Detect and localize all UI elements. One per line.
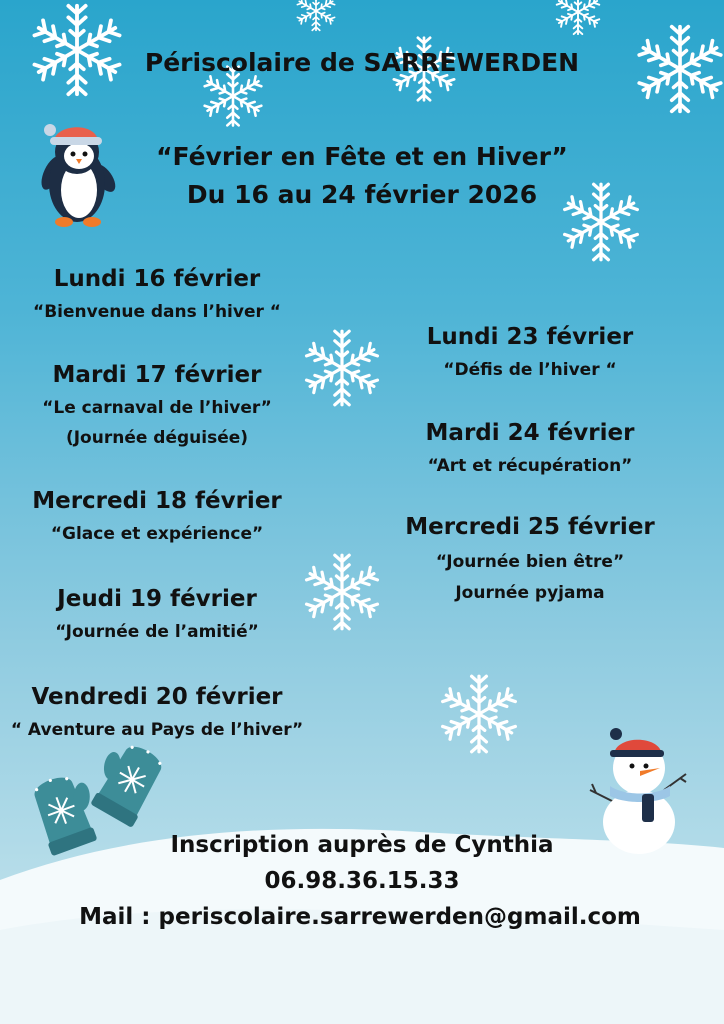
day-note: Journée pyjama [455, 583, 605, 603]
penguin-icon [32, 118, 122, 240]
day-activity: “Le carnaval de l’hiver” [42, 398, 272, 418]
email-address[interactable]: Mail : periscolaire.sarrewerden@gmail.com [79, 904, 641, 930]
snowflake-icon [284, 0, 348, 32]
day-title: Jeudi 19 février [57, 586, 257, 612]
day-activity: “ Aventure au Pays de l’hiver” [10, 720, 304, 740]
day-title: Mercredi 25 février [405, 514, 655, 540]
snowflake-icon [438, 668, 520, 760]
day-activity: “Défis de l’hiver “ [443, 360, 617, 380]
day-activity: “Art et récupération” [427, 456, 633, 476]
event-dates: Du 16 au 24 février 2026 [186, 180, 538, 209]
day-activity: “Glace et expérience” [50, 524, 264, 544]
registration-contact: Inscription auprès de Cynthia [170, 832, 554, 858]
day-title: Vendredi 20 février [31, 684, 283, 710]
day-note: (Journée déguisée) [65, 428, 249, 448]
day-title: Mercredi 18 février [32, 488, 282, 514]
day-activity: “Journée bien être” [435, 552, 625, 572]
day-activity: “Bienvenue dans l’hiver “ [33, 302, 281, 322]
snowflake-icon [540, 0, 616, 36]
event-theme: “Février en Fête et en Hiver” [156, 142, 568, 171]
day-title: Mardi 17 février [52, 362, 262, 388]
day-title: Lundi 16 février [53, 266, 261, 292]
day-title: Lundi 23 février [426, 324, 634, 350]
phone-number[interactable]: 06.98.36.15.33 [264, 868, 460, 894]
day-activity: “Journée de l’amitié” [55, 622, 259, 642]
organizer-title: Périscolaire de SARREWERDEN [144, 48, 580, 77]
day-title: Mardi 24 février [425, 420, 635, 446]
